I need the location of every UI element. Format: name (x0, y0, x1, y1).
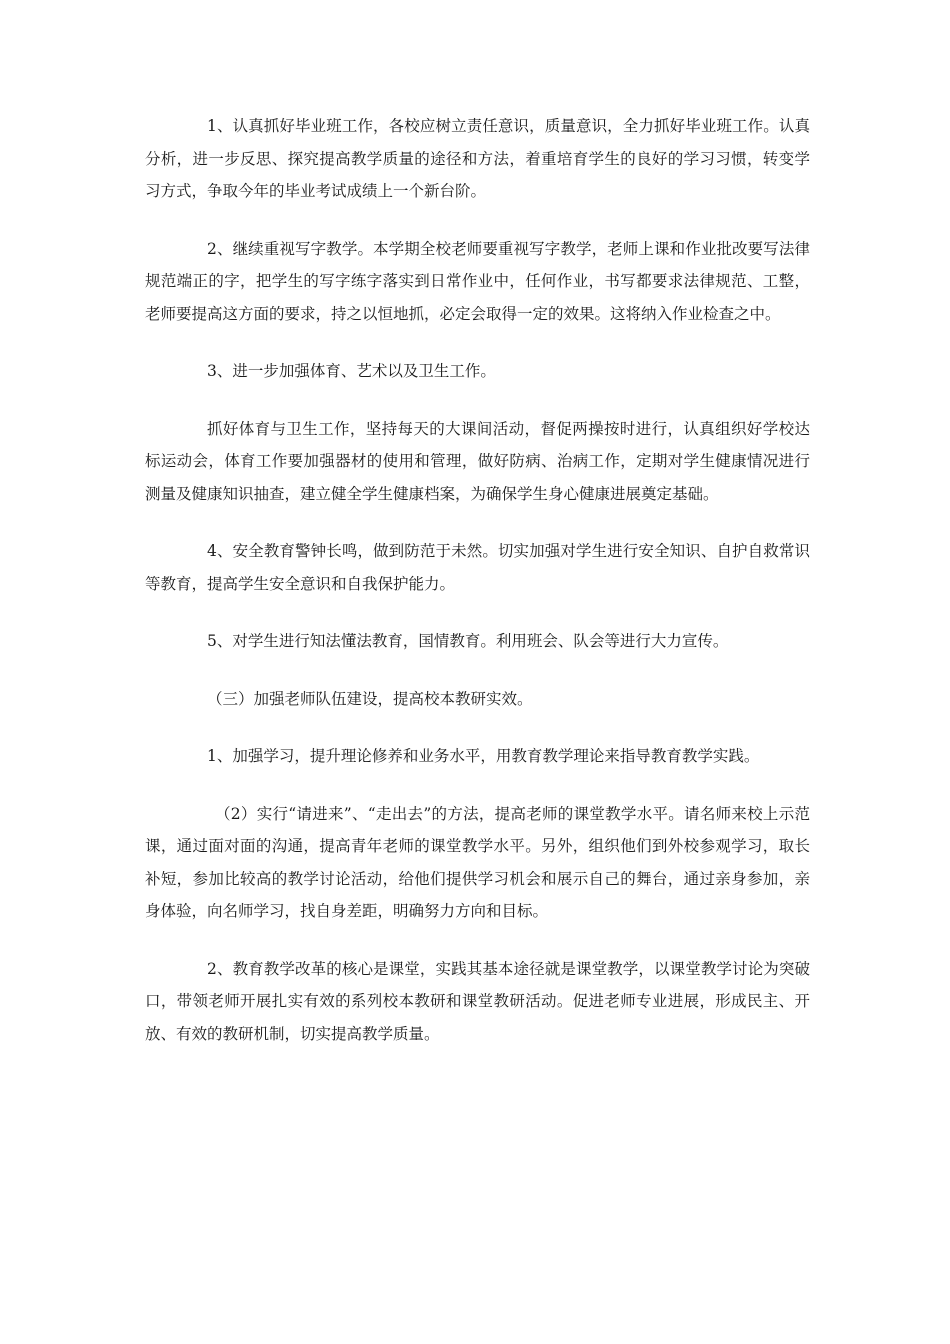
paragraph-safety-education: 4、安全教育警钟长鸣，做到防范于未然。切实加强对学生进行安全知识、自护自救常识等教育，提高学生安全意识和自我保护能力。 (145, 542, 810, 593)
paragraph-graduating-class: 1、认真抓好毕业班工作，各校应树立责任意识，质量意识，全力抓好毕业班工作。认真分析，进一步反思、探究提高教学质量的途径和方法，着重培育学生的良好的学习习惯，转变学习方式，争取今年的毕业考试成绩上一个新台阶。 (145, 117, 810, 200)
paragraph-law-education: 5、对学生进行知法懂法教育，国情教育。利用班会、队会等进行大力宣传。 (207, 632, 729, 650)
section-heading-teacher-team: （三）加强老师队伍建设，提高校本教研实效。 (207, 689, 533, 708)
document-body (145, 110, 810, 1075)
paragraph-pe-health-work: 抓好体育与卫生工作，坚持每天的大课间活动，督促两操按时进行，认真组织好学校达标运动会，体育工作要加强器材的使用和管理，做好防病、治病工作，定期对学生健康情况进行测量及健康知识抽查，建立健全学生健康档案，为确保学生身心健康进展奠定基础。 (145, 419, 810, 503)
paragraph-strengthen-study: 1、加强学习，提升理论修养和业务水平，用教育教学理论来指导教育教学实践。 (207, 747, 760, 765)
paragraph-pe-arts-health-heading: 3、进一步加强体育、艺术以及卫生工作。 (207, 362, 496, 380)
paragraph-writing-teaching: 2、继续重视写字教学。本学期全校老师要重视写字教学，老师上课和作业批改要写法律规范端正的字，把学生的写字练字落实到日常作业中，任何作业，书写都要求法律规范、工整，老师要提高这方面的要求，持之以恒地抓，必定会取得一定的效果。这将纳入作业检查之中。 (145, 239, 810, 323)
paragraph-classroom-reform: 2、教育教学改革的核心是课堂，实践其基本途径就是课堂教学，以课堂教学讨论为突破口，带领老师开展扎实有效的系列校本教研和课堂教研活动。促进老师专业进展，形成民主、开放、有效的教研机制，切实提高教学质量。 (145, 959, 810, 1043)
paragraph-invite-and-visit: （2）实行“请进来”、“走出去”的方法，提高老师的课堂教学水平。请名师来校上示范课，通过面对面的沟通，提高青年老师的课堂教学水平。另外，组织他们到外校参观学习，取长补短，参加比较高的教学讨论活动，给他们提供学习机会和展示自己的舞台，通过亲身参加，亲身体验，向名师学习，找自身差距，明确努力方向和目标。 (145, 804, 810, 920)
